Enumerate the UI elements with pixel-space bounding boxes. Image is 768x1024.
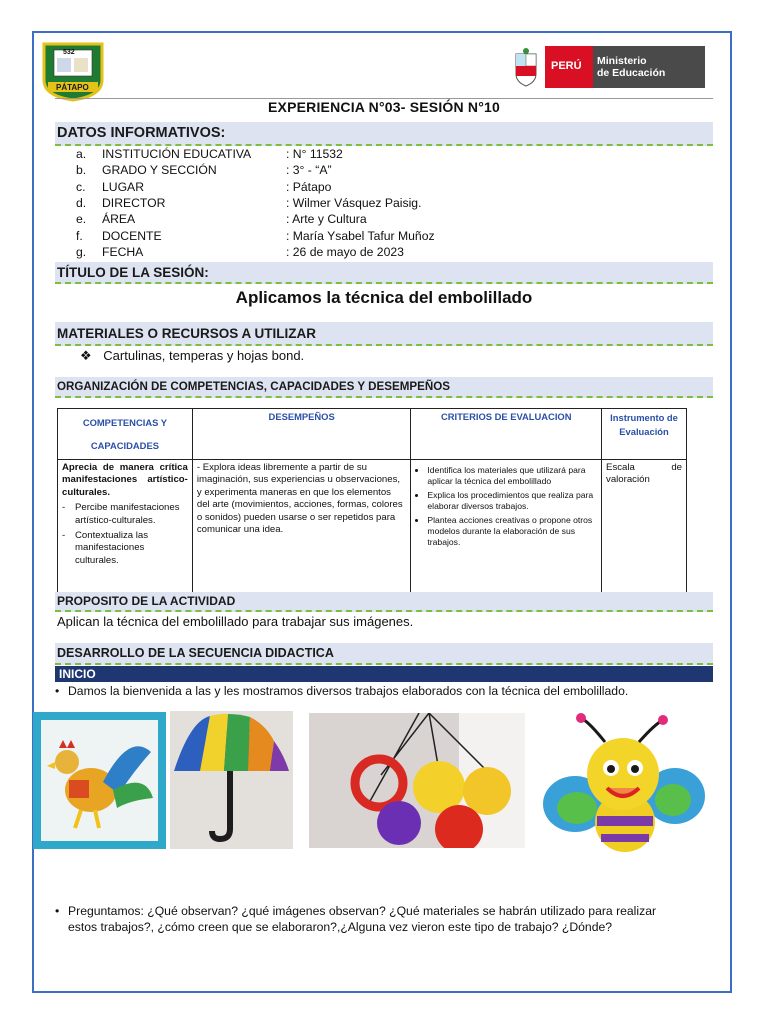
criterio-item: • Plantea acciones creativas o propone otros modelos durante la elaboración de sus trabajos. <box>427 515 597 548</box>
bullet-preguntas-line2: estos trabajos?, ¿cómo creen que se elaboraron?,¿Alguna vez vieron este tipo de trabajo? ¿Dónde? <box>68 920 613 934</box>
bullet-preguntas-line1: Preguntamos: ¿Qué observan? ¿qué imágenes observan? ¿Qué materiales se habrán utilizado para realizar <box>68 904 657 918</box>
col-competencias-header: COMPETENCIAS Y CAPACIDADES <box>58 409 193 460</box>
datos-row <box>76 212 676 228</box>
organizacion-heading: ORGANIZACIÓN DE COMPETENCIAS, CAPACIDADES Y DESEMPEÑOS <box>57 380 450 393</box>
datos-row-label: GRADO Y SECCIÓN <box>102 163 217 178</box>
circles-artwork-image <box>309 713 525 848</box>
datos-row-value: : Arte y Cultura <box>286 212 367 227</box>
school-seal-logo <box>40 40 106 102</box>
datos-row <box>76 147 676 163</box>
datos-row-label: FECHA <box>102 244 144 259</box>
datos-row <box>76 196 676 212</box>
competencias-table <box>57 408 687 593</box>
col-desempenos-header: DESEMPEÑOS <box>192 409 411 460</box>
datos-row-key: e. <box>76 212 87 227</box>
datos-row-value: : 3° - “A” <box>286 163 332 178</box>
datos-row <box>76 245 676 261</box>
diamond-bullet-icon: ❖ <box>80 348 92 363</box>
datos-row-value: : Wilmer Vásquez Paisig. <box>286 195 422 210</box>
datos-row-key: a. <box>76 147 87 161</box>
criterios-cell <box>411 460 602 593</box>
peru-label: PERÚ <box>551 60 582 72</box>
capacidad-item: - Contextualiza las manifestaciones culturales. <box>62 530 149 566</box>
datos-row <box>76 163 676 179</box>
seal-name: PÁTAPO <box>56 83 89 92</box>
materials-item <box>80 348 304 364</box>
bee-artwork-image <box>539 712 706 857</box>
peru-coat-of-arms-icon <box>511 46 541 88</box>
datos-row-key: g. <box>76 244 87 259</box>
materials-text: Cartulinas, temperas y hojas bond. <box>103 348 305 363</box>
seal-number: 532 <box>63 49 75 56</box>
datos-row-value: : María Ysabel Tafur Muñoz <box>286 228 435 243</box>
datos-row-key: c. <box>76 179 86 194</box>
datos-row-value: : 26 de mayo de 2023 <box>286 244 404 259</box>
ministry-line1: Ministerio <box>597 55 647 67</box>
bullet-bienvenida <box>55 683 713 699</box>
materiales-heading: MATERIALES O RECURSOS A UTILIZAR <box>57 326 316 341</box>
organizacion-heading-band <box>55 377 713 398</box>
datos-row-value: : Pátapo <box>286 179 332 194</box>
datos-row-label: LUGAR <box>102 179 144 194</box>
proposito-heading: PROPOSITO DE LA ACTIVIDAD <box>57 594 236 608</box>
session-title: Aplicamos la técnica del embolillado <box>235 288 533 307</box>
datos-row-key: f. <box>76 228 83 243</box>
datos-row-label: ÁREA <box>102 212 136 227</box>
criterio-item: • Explica los procedimientos que realiza para elaborar diversos trabajos. <box>427 490 597 512</box>
purpose-text: Aplican la técnica del embolillado para trabajar sus imágenes. <box>57 614 414 629</box>
datos-row-key: d. <box>76 195 87 210</box>
bullet-preguntas <box>55 903 713 937</box>
bullet-dot: • <box>55 904 60 918</box>
competencia-cell <box>58 460 193 593</box>
desarrollo-heading: DESARROLLO DE LA SECUENCIA DIDACTICA <box>57 646 334 660</box>
datos-row-label: INSTITUCIÓN EDUCATIVA <box>102 147 252 161</box>
ministry-logo <box>511 46 705 88</box>
titulo-heading-band <box>55 262 713 284</box>
rooster-artwork-image <box>33 712 166 849</box>
instrumento-cell <box>602 460 687 593</box>
datos-row-label: DOCENTE <box>102 228 162 243</box>
criterio-item: • Identifica los materiales que utilizará para aplicar la técnica del embolillado <box>427 465 597 487</box>
titulo-heading: TÍTULO DE LA SESIÓN: <box>57 265 209 280</box>
datos-heading: DATOS INFORMATIVOS: <box>57 125 226 141</box>
datos-row-key: b. <box>76 163 87 178</box>
datos-row <box>76 180 676 196</box>
instrumento-text: Escala de valoración <box>606 462 682 486</box>
datos-row-value: : N° 11532 <box>286 147 343 161</box>
datos-row <box>76 229 676 245</box>
experience-title: EXPERIENCIA N°03- SESIÓN N°10 <box>55 98 713 119</box>
col-criterios-header: CRITERIOS DE EVALUACION <box>411 409 602 460</box>
desempeno-text: - Explora ideas libremente a partir de su imaginación, sus experiencias u observaciones, y experimenta maneras en que los elementos del arte (movimientos, acciones, formas, colores o sonidos) pueden usarse o ser repetidos para comunicar una idea. <box>196 462 403 536</box>
capacidad-item: - Percibe manifestaciones artístico-culturales. <box>62 502 180 526</box>
desarrollo-heading-band <box>55 643 713 665</box>
datos-heading-band <box>55 122 713 146</box>
umbrella-artwork-image <box>170 711 293 849</box>
datos-row-label: DIRECTOR <box>102 195 166 210</box>
proposito-heading-band <box>55 592 713 612</box>
desempeno-cell <box>192 460 411 593</box>
bullet-dot: • <box>55 684 60 698</box>
competencia-text: Aprecia de manera crítica manifestaciones artístico-culturales. <box>62 462 188 498</box>
ministry-line2: de Educación <box>597 67 666 79</box>
materiales-heading-band <box>55 322 713 346</box>
col-instrumento-header: Instrumento de Evaluación <box>602 409 687 460</box>
inicio-bar: INICIO <box>55 666 713 682</box>
bullet-bienvenida-text: Damos la bienvenida a las y les mostramos diversos trabajos elaborados con la técnica del embolillado. <box>68 684 629 698</box>
